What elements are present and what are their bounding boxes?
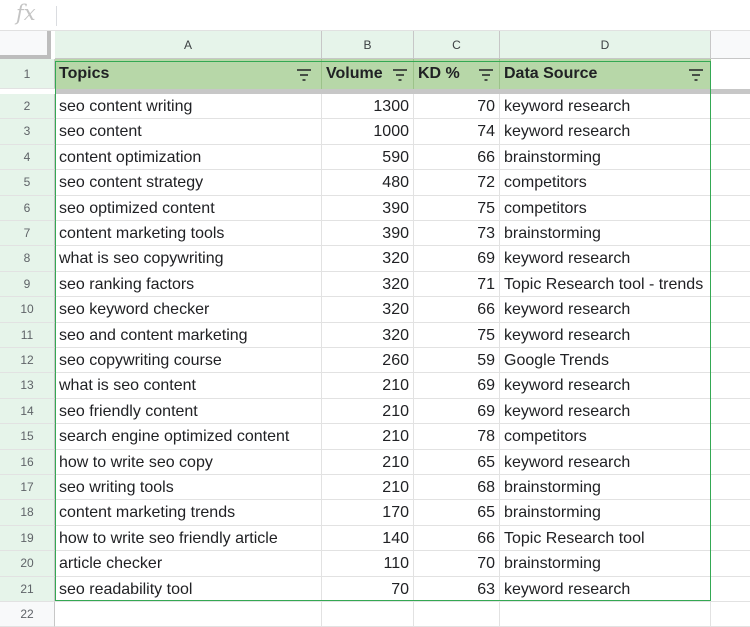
- row-number[interactable]: 6: [0, 196, 55, 221]
- cell-source[interactable]: competitors: [500, 170, 711, 195]
- cell-kd[interactable]: 69: [414, 399, 500, 424]
- row-number[interactable]: 1: [0, 59, 55, 89]
- cell-volume[interactable]: 590: [322, 145, 414, 170]
- cell-source[interactable]: keyword research: [500, 246, 711, 271]
- cell-kd-header[interactable]: [414, 59, 500, 89]
- cell-kd[interactable]: 59: [414, 348, 500, 373]
- cell-kd[interactable]: 66: [414, 297, 500, 322]
- row-number[interactable]: 7: [0, 221, 55, 246]
- row-number[interactable]: 16: [0, 450, 55, 475]
- cell-empty[interactable]: [711, 500, 750, 525]
- header-row: [0, 59, 750, 89]
- cell-kd[interactable]: 66: [414, 526, 500, 551]
- cell-empty[interactable]: [711, 424, 750, 449]
- cell-topic[interactable]: how to write seo friendly article: [55, 526, 322, 551]
- cell-source[interactable]: Google Trends: [500, 348, 711, 373]
- row-number[interactable]: 19: [0, 526, 55, 551]
- cell-kd[interactable]: 74: [414, 119, 500, 144]
- cell-kd[interactable]: 72: [414, 170, 500, 195]
- cell-empty[interactable]: [711, 526, 750, 551]
- cell-volume-header[interactable]: [322, 59, 414, 89]
- table-row: [0, 373, 750, 398]
- table-row: [0, 577, 750, 602]
- cell-topic[interactable]: what is seo copywriting: [55, 246, 322, 271]
- row-number[interactable]: 12: [0, 348, 55, 373]
- cell-empty[interactable]: [711, 602, 750, 627]
- filter-icon[interactable]: [296, 69, 312, 81]
- header-label: Topics: [59, 65, 110, 82]
- cell-empty[interactable]: [711, 348, 750, 373]
- cell-source[interactable]: keyword research: [500, 577, 711, 602]
- cell-topic[interactable]: content marketing tools: [55, 221, 322, 246]
- cell-kd[interactable]: 75: [414, 196, 500, 221]
- cell-kd[interactable]: 71: [414, 272, 500, 297]
- cell-topic[interactable]: seo optimized content: [55, 196, 322, 221]
- cell-topic[interactable]: seo content writing: [55, 94, 322, 119]
- column-headers: [0, 31, 750, 59]
- row-number[interactable]: 22: [0, 602, 55, 627]
- cell-source[interactable]: keyword research: [500, 399, 711, 424]
- cell-kd[interactable]: 68: [414, 475, 500, 500]
- table-row: [0, 450, 750, 475]
- column-header-e[interactable]: [711, 31, 750, 59]
- cell-volume[interactable]: 210: [322, 450, 414, 475]
- cell-empty[interactable]: [711, 119, 750, 144]
- cell-topic[interactable]: seo and content marketing: [55, 323, 322, 348]
- row-number[interactable]: 14: [0, 399, 55, 424]
- cell-empty[interactable]: [711, 246, 750, 271]
- header-label: Volume: [326, 65, 383, 82]
- cell-empty[interactable]: [711, 272, 750, 297]
- cell-source[interactable]: keyword research: [500, 119, 711, 144]
- cell-topic[interactable]: seo readability tool: [55, 577, 322, 602]
- table-row: [0, 246, 750, 271]
- cell-empty[interactable]: [711, 196, 750, 221]
- cell-source[interactable]: keyword research: [500, 450, 711, 475]
- cell-kd[interactable]: 63: [414, 577, 500, 602]
- cell-volume[interactable]: 110: [322, 551, 414, 576]
- fx-icon: fx: [16, 1, 36, 25]
- row-number[interactable]: 21: [0, 577, 55, 602]
- filter-icon[interactable]: [478, 69, 494, 81]
- cell-empty[interactable]: [711, 170, 750, 195]
- column-header-c[interactable]: C: [414, 31, 500, 59]
- row-number[interactable]: 18: [0, 500, 55, 525]
- row-number[interactable]: 4: [0, 145, 55, 170]
- table-row: [0, 170, 750, 195]
- cell-source[interactable]: Topic Research tool: [500, 526, 711, 551]
- table-row: [0, 526, 750, 551]
- formula-bar-divider: [56, 6, 57, 26]
- table-row: [0, 119, 750, 144]
- cell-kd[interactable]: 65: [414, 450, 500, 475]
- cell-source[interactable]: keyword research: [500, 323, 711, 348]
- table-row: [0, 323, 750, 348]
- row-number[interactable]: 5: [0, 170, 55, 195]
- row-number[interactable]: 2: [0, 94, 55, 119]
- cell-source[interactable]: [500, 602, 711, 627]
- cell-volume[interactable]: 210: [322, 399, 414, 424]
- table-row: [0, 348, 750, 373]
- cell-topic[interactable]: seo keyword checker: [55, 297, 322, 322]
- header-label: KD %: [418, 65, 460, 82]
- cell-topic[interactable]: article checker: [55, 551, 322, 576]
- cell-kd[interactable]: 78: [414, 424, 500, 449]
- cell-kd[interactable]: 66: [414, 145, 500, 170]
- cell-empty[interactable]: [711, 551, 750, 576]
- cell-topic[interactable]: seo friendly content: [55, 399, 322, 424]
- cell-volume[interactable]: 210: [322, 424, 414, 449]
- cell-volume[interactable]: 320: [322, 297, 414, 322]
- cell-volume[interactable]: 210: [322, 373, 414, 398]
- table-row: [0, 297, 750, 322]
- cell-kd[interactable]: [414, 602, 500, 627]
- cell-source-header[interactable]: [500, 59, 711, 89]
- cell-empty[interactable]: [711, 450, 750, 475]
- cell-source[interactable]: competitors: [500, 196, 711, 221]
- cell-source[interactable]: keyword research: [500, 373, 711, 398]
- cell-source[interactable]: brainstorming: [500, 221, 711, 246]
- cell-topic[interactable]: seo content: [55, 119, 322, 144]
- cell-empty[interactable]: [711, 373, 750, 398]
- cell-volume[interactable]: 210: [322, 475, 414, 500]
- cell-source[interactable]: keyword research: [500, 94, 711, 119]
- row-number[interactable]: 20: [0, 551, 55, 576]
- column-header-a[interactable]: A: [55, 31, 322, 59]
- cell-empty[interactable]: [711, 94, 750, 119]
- header-label: Data Source: [504, 65, 598, 82]
- cell-volume[interactable]: 320: [322, 272, 414, 297]
- cell-kd[interactable]: 70: [414, 551, 500, 576]
- cell-topic[interactable]: content marketing trends: [55, 500, 322, 525]
- cell-kd[interactable]: 73: [414, 221, 500, 246]
- formula-bar: [0, 0, 750, 31]
- cell-empty[interactable]: [711, 323, 750, 348]
- column-header-b[interactable]: B: [322, 31, 414, 59]
- cell-volume[interactable]: 480: [322, 170, 414, 195]
- cell-volume[interactable]: 1300: [322, 94, 414, 119]
- cell-topic[interactable]: seo content strategy: [55, 170, 322, 195]
- cell-topic[interactable]: seo copywriting course: [55, 348, 322, 373]
- cell-volume[interactable]: [322, 602, 414, 627]
- table-row: [0, 221, 750, 246]
- table-row: [0, 145, 750, 170]
- cell-kd[interactable]: 70: [414, 94, 500, 119]
- column-header-d[interactable]: D: [500, 31, 711, 59]
- row-number[interactable]: 15: [0, 424, 55, 449]
- row-number[interactable]: 13: [0, 373, 55, 398]
- cell-topic[interactable]: seo ranking factors: [55, 272, 322, 297]
- cell-volume[interactable]: 390: [322, 221, 414, 246]
- table-row: [0, 551, 750, 576]
- cell-kd[interactable]: 69: [414, 246, 500, 271]
- cell-topic[interactable]: seo writing tools: [55, 475, 322, 500]
- cell-empty[interactable]: [711, 297, 750, 322]
- cell-source[interactable]: competitors: [500, 424, 711, 449]
- row-number[interactable]: 17: [0, 475, 55, 500]
- cell-volume[interactable]: 170: [322, 500, 414, 525]
- table-row: [0, 602, 750, 627]
- select-all-corner[interactable]: [0, 31, 51, 59]
- table-row: [0, 196, 750, 221]
- cell-empty[interactable]: [711, 399, 750, 424]
- table-row: [0, 94, 750, 119]
- cell-volume[interactable]: 320: [322, 323, 414, 348]
- cell-source[interactable]: brainstorming: [500, 500, 711, 525]
- cell-topics-header[interactable]: [55, 59, 322, 89]
- cell-source[interactable]: Topic Research tool - trends: [500, 272, 711, 297]
- cell-topic[interactable]: what is seo content: [55, 373, 322, 398]
- cell-volume[interactable]: 260: [322, 348, 414, 373]
- cell-source[interactable]: brainstorming: [500, 475, 711, 500]
- cell-kd[interactable]: 75: [414, 323, 500, 348]
- cell-source[interactable]: keyword research: [500, 297, 711, 322]
- cell-topic[interactable]: how to write seo copy: [55, 450, 322, 475]
- cell-empty[interactable]: [711, 221, 750, 246]
- cell-volume[interactable]: 70: [322, 577, 414, 602]
- table-row: [0, 399, 750, 424]
- row-number[interactable]: 10: [0, 297, 55, 322]
- cell-volume[interactable]: 1000: [322, 119, 414, 144]
- cell-empty[interactable]: [711, 145, 750, 170]
- cell-topic[interactable]: [55, 602, 322, 627]
- cell-topic[interactable]: content optimization: [55, 145, 322, 170]
- cell-source[interactable]: brainstorming: [500, 551, 711, 576]
- cell-kd[interactable]: 69: [414, 373, 500, 398]
- cell-source[interactable]: brainstorming: [500, 145, 711, 170]
- row-number[interactable]: 3: [0, 119, 55, 144]
- cell-topic[interactable]: search engine optimized content: [55, 424, 322, 449]
- filter-icon[interactable]: [688, 69, 704, 81]
- table-row: [0, 424, 750, 449]
- cell-empty[interactable]: [711, 475, 750, 500]
- cell-kd[interactable]: 65: [414, 500, 500, 525]
- cell-volume[interactable]: 390: [322, 196, 414, 221]
- table-row: [0, 500, 750, 525]
- cell-volume[interactable]: 320: [322, 246, 414, 271]
- cell-volume[interactable]: 140: [322, 526, 414, 551]
- row-number[interactable]: 9: [0, 272, 55, 297]
- row-number[interactable]: 11: [0, 323, 55, 348]
- cell-empty[interactable]: [711, 59, 750, 89]
- filter-icon[interactable]: [392, 69, 408, 81]
- cell-empty[interactable]: [711, 577, 750, 602]
- row-number[interactable]: 8: [0, 246, 55, 271]
- table-row: [0, 272, 750, 297]
- table-row: [0, 475, 750, 500]
